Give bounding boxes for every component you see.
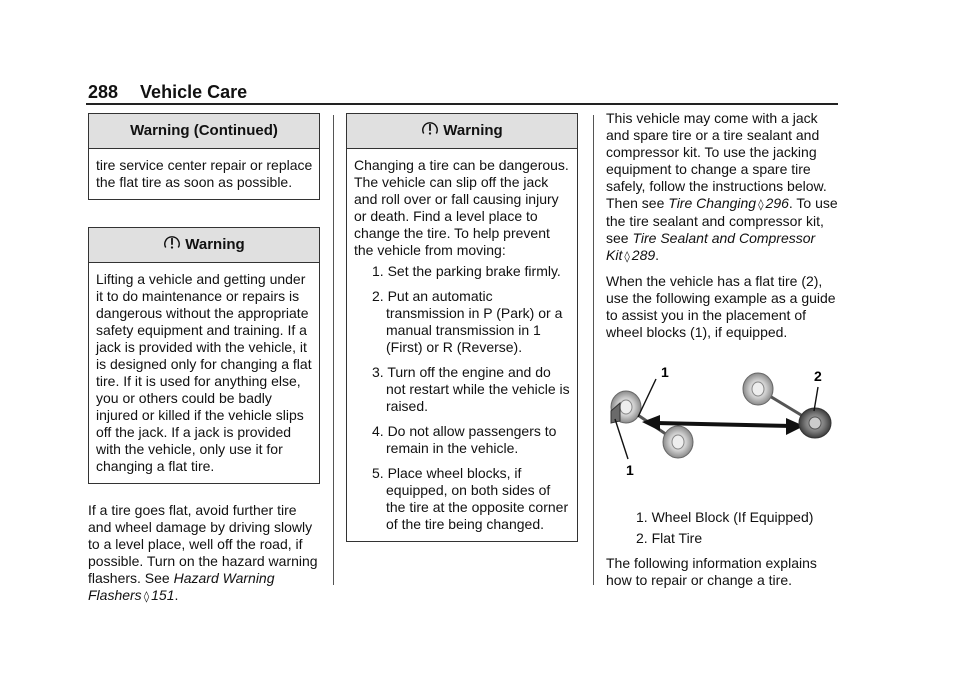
warning-header — [89, 228, 319, 263]
legend-item: 1. Wheel Block (If Equipped) — [636, 509, 814, 525]
callout-label: 1 — [626, 462, 634, 478]
list-item: 2. Put an automatic transmission in P (Park) or a manual transmission in 1 (First) or R (Reverse). — [372, 288, 563, 355]
flat-tire-paragraph — [88, 502, 320, 605]
callout-line — [615, 419, 628, 459]
list-item: 3. Turn off the engine and do not restart while the vehicle is raised. — [372, 364, 570, 414]
page-ref-number[interactable]: 151 — [151, 587, 175, 603]
page-number: 288 — [88, 82, 119, 102]
page-ref-symbol: ◊ — [143, 590, 150, 603]
paragraph-text: If a tire goes flat, avoid further tire and wheel damage by driving slowly to a level place, well off the road, if possible. Turn on the hazard warning flashers. See — [88, 502, 318, 586]
page-ref-number[interactable]: 296 — [765, 195, 789, 211]
callout-label: 1 — [661, 364, 669, 380]
warning-continued-title: Warning (Continued) — [89, 114, 319, 149]
diagram-legend — [606, 509, 844, 547]
warning-intro: Changing a tire can be dangerous. The vehicle can slip off the jack and roll over or fall causing injury or death. Find a level place to change the tire. To help prevent the vehicle from moving: — [354, 157, 569, 258]
column-divider — [593, 115, 594, 585]
wheel-block-diagram — [606, 359, 842, 489]
column-3 — [606, 110, 844, 597]
callout-line — [814, 387, 818, 411]
intro-paragraph — [606, 110, 844, 265]
front-right-wheel — [663, 426, 693, 458]
callout-line — [638, 379, 656, 417]
paragraph-text: This vehicle may come with a jack and spare tire or a tire sealant and compressor kit. To use the jacking equipment to change a spare tire safely, follow the instructions below. Then see — [606, 110, 827, 211]
list-item: 4. Do not allow passengers to remain in the vehicle. — [372, 423, 557, 456]
column-divider — [333, 115, 334, 585]
column-1 — [88, 113, 320, 605]
wheel-block-paragraph: When the vehicle has a flat tire (2), use the following example as a guide to assist you in the placement of wheel blocks (1), if equipped. — [606, 273, 836, 340]
safety-steps-list — [354, 263, 571, 533]
column-2 — [346, 113, 578, 542]
warning-continued-text: tire service center repair or replace the flat tire as soon as possible. — [96, 157, 313, 190]
tire-changing-link[interactable]: Tire Changing — [668, 195, 757, 211]
warning-circle-icon — [421, 120, 439, 138]
closing-paragraph: The following information explains how to repair or change a tire. — [606, 555, 817, 588]
side-arrow-shaft — [656, 423, 792, 426]
list-item: 1. Set the parking brake firmly. — [372, 263, 561, 279]
header-rule — [86, 103, 838, 105]
section-title: Vehicle Care — [140, 82, 248, 102]
arrow-head-left — [642, 415, 660, 431]
warning-title: Warning — [185, 236, 245, 253]
warning-text: Lifting a vehicle and getting under it to do maintenance or repairs is dangerous without the appropriate safety equipment and training. If a jack is provided with the vehicle, it is designed only for changing a flat tire. If it is used for anything else, you or others could be badly injured or killed if the vehicle slips off the jack. If a jack is provided with the vehicle, only use it for changing a flat tire. — [96, 271, 312, 474]
warning-title: Warning — [443, 122, 503, 139]
paragraph-text: . To use the tire sealant and compressor kit, see — [606, 195, 838, 246]
warning-box-jack — [88, 227, 320, 484]
warning-continued-box — [88, 113, 320, 200]
callout-label: 2 — [814, 368, 822, 384]
warning-circle-icon — [163, 234, 181, 252]
rear-left-wheel — [743, 373, 773, 405]
hazard-flashers-link[interactable]: Hazard Warning Flashers — [88, 570, 275, 603]
period: . — [174, 587, 179, 603]
warning-box-changing — [346, 113, 578, 542]
warning-content — [347, 149, 577, 541]
warning-header — [347, 114, 577, 149]
page-ref-symbol: ◊ — [624, 250, 630, 263]
legend-item: 2. Flat Tire — [636, 530, 703, 546]
tire-sealant-link[interactable]: Tire Sealant and Compressor Kit — [606, 230, 816, 263]
period: . — [655, 247, 660, 263]
page-ref-number[interactable]: 289 — [631, 247, 656, 263]
list-item: 5. Place wheel blocks, if equipped, on both sides of the tire at the opposite corner of the tire being changed. — [372, 465, 569, 532]
page-header — [88, 82, 247, 103]
page-ref-symbol: ◊ — [758, 198, 764, 211]
flat-tire — [799, 408, 831, 438]
